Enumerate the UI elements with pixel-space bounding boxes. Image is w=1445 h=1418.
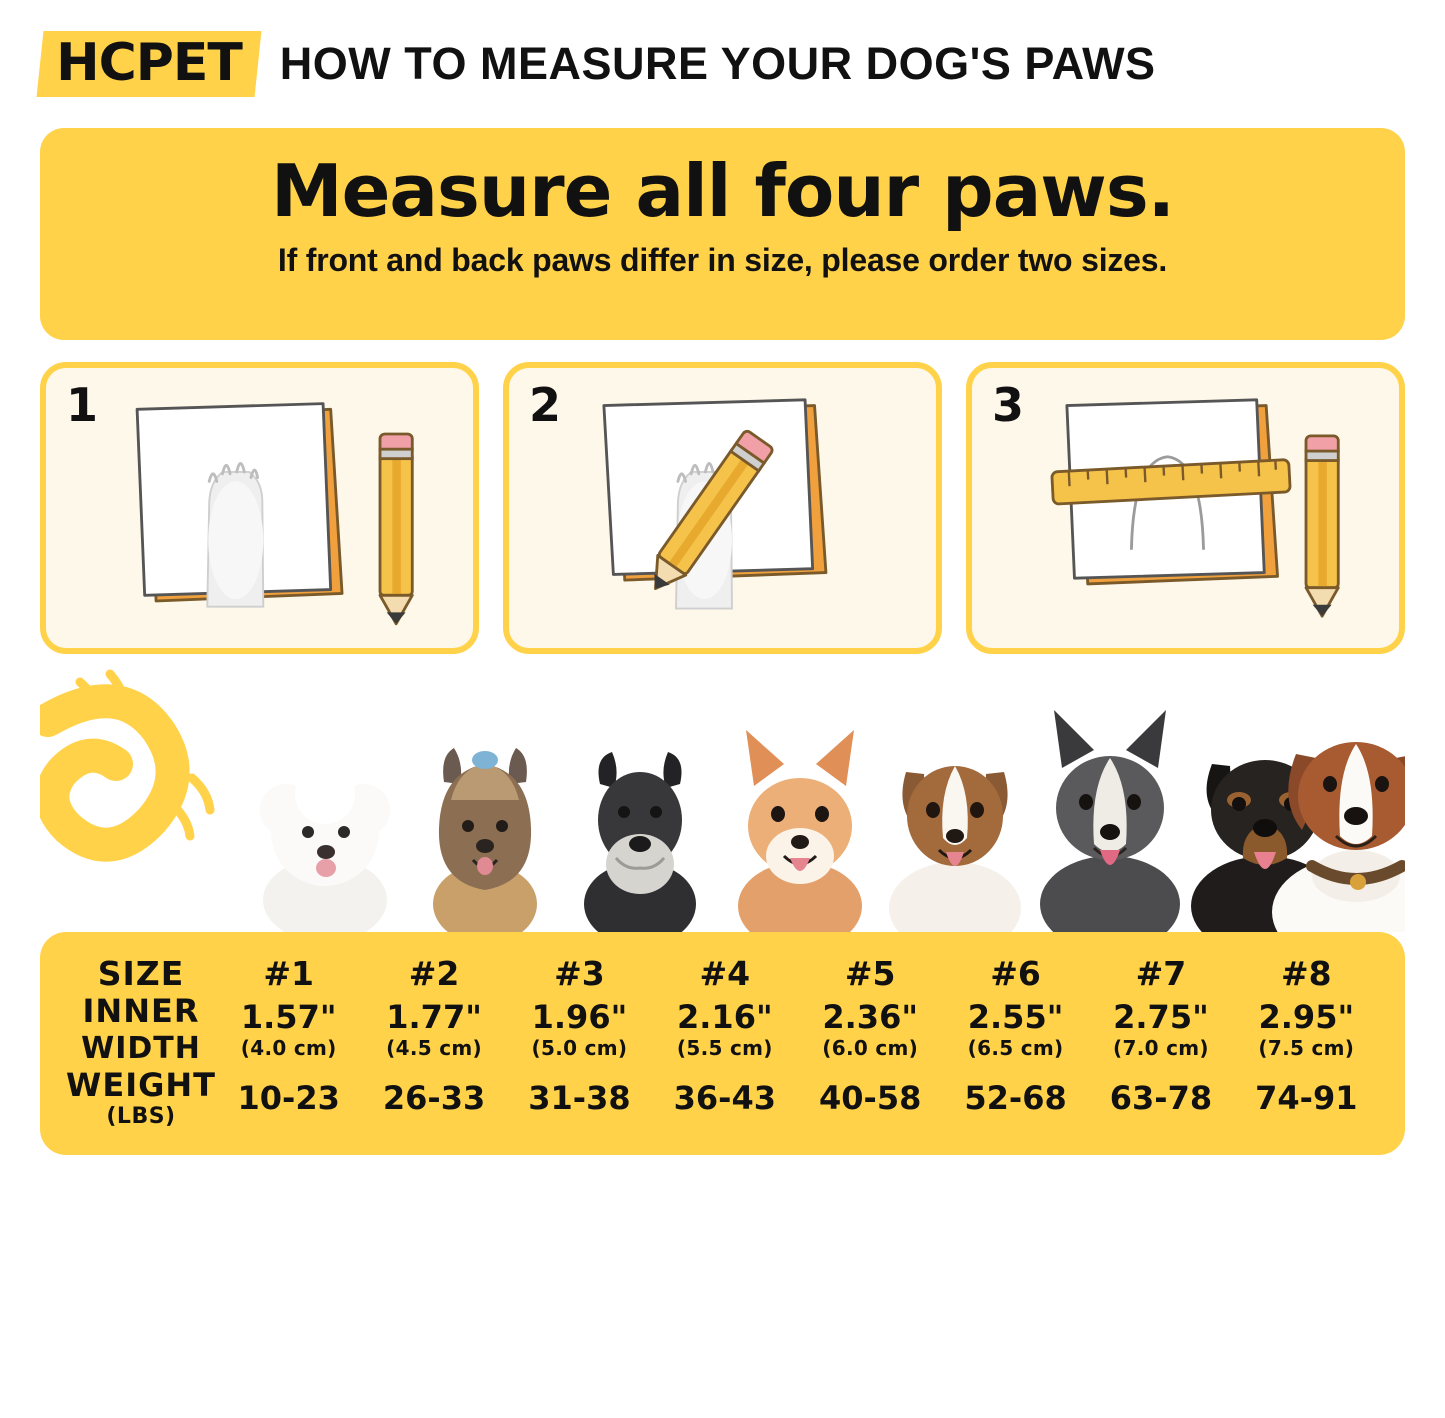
step-card-1 [40, 362, 479, 654]
size-cell-1: #1 [263, 954, 314, 993]
width-in-1: 1.57" [240, 997, 337, 1036]
width-cell-4 [652, 993, 797, 1066]
dog-alaskan-malamute [1040, 710, 1180, 932]
ruler-measure-icon [972, 368, 1399, 648]
steps-row [40, 362, 1405, 654]
width-in-2: 1.77" [386, 997, 482, 1036]
table-row-size [66, 954, 1379, 993]
size-cell-2: #2 [408, 954, 460, 993]
width-cm-1: (4.0 cm) [240, 1035, 337, 1060]
size-cell-5: #5 [844, 954, 896, 993]
step-card-3 [966, 362, 1405, 654]
weight-cell-7: 63-78 [1109, 1078, 1213, 1117]
size-cell-4: #4 [699, 954, 751, 993]
width-cell-5 [798, 993, 943, 1066]
size-cell-3: #3 [554, 954, 605, 993]
weight-cell-6: 52-68 [964, 1078, 1067, 1117]
width-in-7: 2.75" [1113, 997, 1209, 1036]
dog-schnauzer [584, 752, 696, 932]
banner-subtitle: If front and back paws differ in size, please order two sizes. [277, 241, 1168, 278]
brand-logo [37, 31, 262, 97]
size-cell-8: #8 [1281, 954, 1332, 993]
dog-breeds-strip [40, 660, 1405, 932]
width-cell-7 [1088, 993, 1233, 1066]
width-cm-2: (4.5 cm) [386, 1035, 482, 1060]
step-number-2: 2 [529, 378, 562, 432]
page-header [0, 0, 1445, 110]
width-cell-8 [1234, 993, 1379, 1066]
size-cell-6: #6 [990, 954, 1041, 993]
width-cell-6 [943, 993, 1088, 1066]
row-label-weight-unit: (LBS) [106, 1104, 176, 1130]
row-label-weight-text: WEIGHT [66, 1066, 216, 1105]
width-in-5: 2.36" [822, 997, 918, 1036]
tracing-pencil-icon [509, 368, 936, 648]
width-cell-3 [507, 993, 652, 1066]
row-label-width: WIDTH [81, 1030, 201, 1066]
width-cell-1 [216, 993, 361, 1066]
width-in-6: 2.55" [967, 997, 1064, 1036]
banner-title: Measure all four paws. [270, 149, 1175, 233]
dog-shiba-inu [738, 730, 862, 932]
width-cm-5: (6.0 cm) [822, 1035, 919, 1060]
width-cm-7: (7.0 cm) [1113, 1035, 1209, 1060]
width-cm-6: (6.5 cm) [967, 1035, 1064, 1060]
width-in-4: 2.16" [677, 997, 773, 1036]
weight-cell-1: 10-23 [237, 1078, 340, 1117]
width-cm-8: (7.5 cm) [1258, 1035, 1355, 1060]
step-number-1: 1 [66, 378, 99, 432]
dogs-illustration [40, 660, 1405, 932]
width-in-8: 2.95" [1258, 997, 1355, 1036]
row-label-inner: INNER [82, 992, 200, 1030]
width-cm-3: (5.0 cm) [531, 1035, 628, 1060]
brand-name: HCPET [56, 33, 242, 93]
weight-cell-4: 36-43 [673, 1078, 776, 1117]
dog-australian-shepherd [889, 766, 1021, 932]
page-title: HOW TO MEASURE YOUR DOG'S PAWS [279, 38, 1156, 89]
size-chart-table [66, 954, 1379, 1129]
swoosh-decoration [48, 674, 210, 845]
size-chart-card [40, 932, 1405, 1155]
table-row-inner-width [66, 993, 1379, 1066]
measure-banner [40, 128, 1405, 340]
weight-cell-8: 74-91 [1255, 1078, 1358, 1117]
dog-yorkshire-terrier [433, 748, 537, 932]
width-cell-2 [361, 993, 506, 1066]
step-number-3: 3 [992, 378, 1025, 432]
weight-cell-3: 31-38 [528, 1078, 631, 1117]
dog-bichon-frise [260, 764, 390, 932]
row-label-size: SIZE [97, 954, 185, 993]
width-cm-4: (5.5 cm) [676, 1035, 773, 1060]
weight-cell-5: 40-58 [819, 1078, 922, 1117]
row-label-weight [66, 1066, 216, 1129]
table-row-weight [66, 1066, 1379, 1129]
step-card-2 [503, 362, 942, 654]
size-cell-7: #7 [1135, 954, 1187, 993]
paw-on-paper-icon [46, 368, 473, 648]
row-label-inner-width [66, 993, 216, 1066]
width-in-3: 1.96" [531, 997, 628, 1036]
weight-cell-2: 26-33 [382, 1078, 486, 1117]
